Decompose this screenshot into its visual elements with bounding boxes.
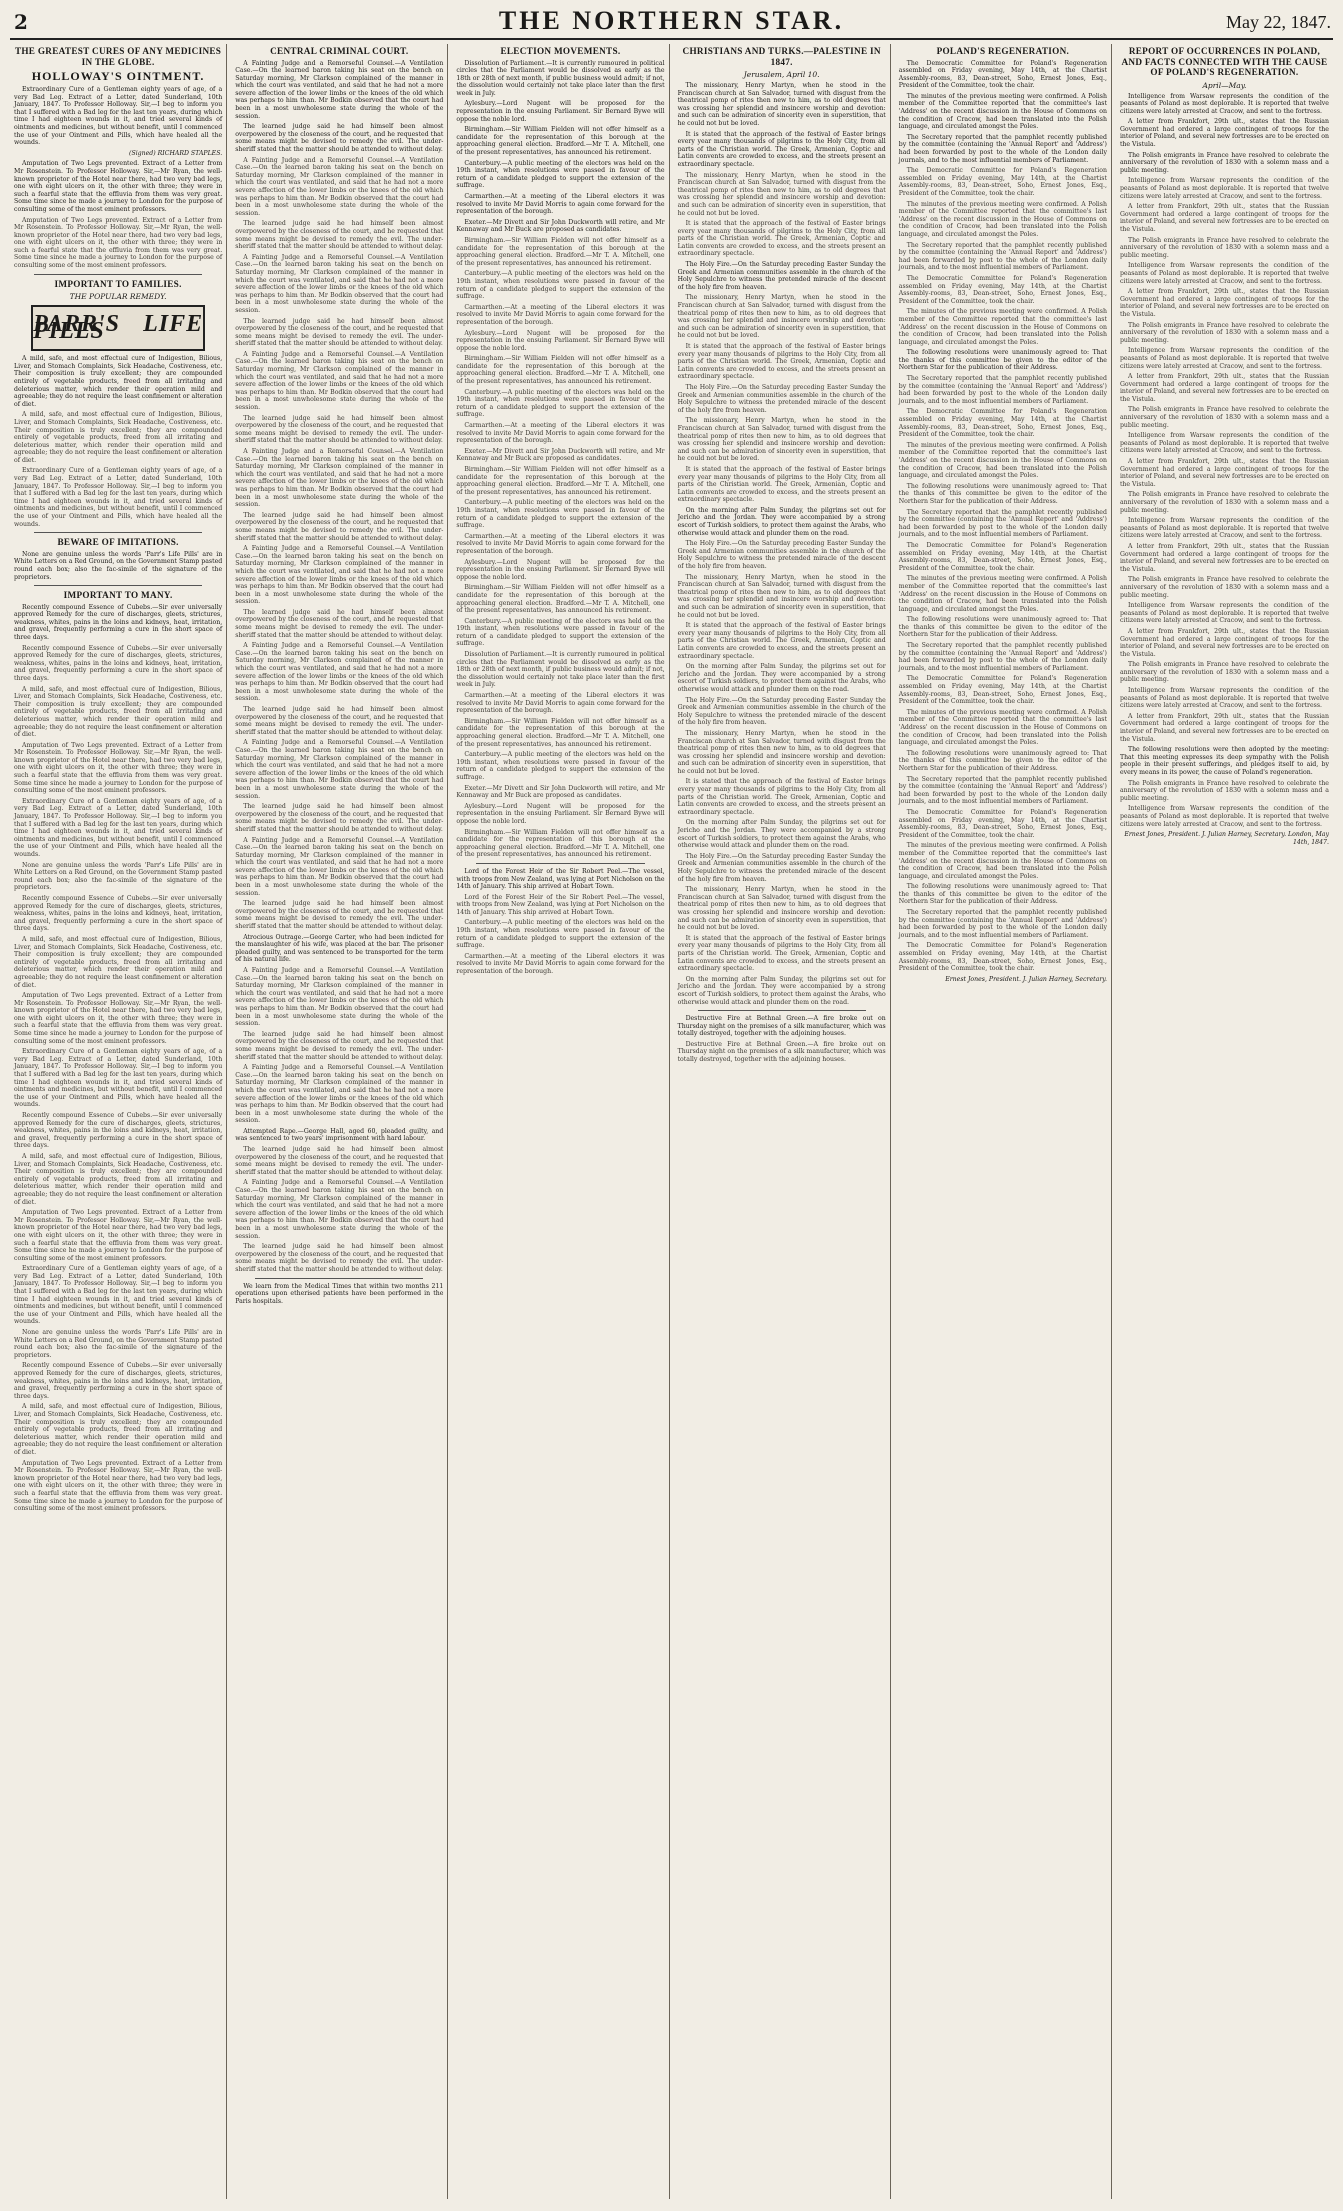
body-text: The learned judge said he had himself been almost overpowered by the closeness of the court, and he requested that some means might be devised to remedy the evil. The under-sheriff stated that the matter should be attended to without delay. [235, 220, 444, 251]
article-text: Destructive Fire at Bethnal Green.—A fire broke out on Thursday night on the premises of a silk manufacturer, which was totally destroyed, together with the adjoining houses. [677, 1015, 886, 1038]
body-text: Recently compound Essence of Cubebs.—Sir ever universally approved Remedy for the cure of discharges, gleets, strictures, weakness, whites, pains in the loins and kidneys, heat, irritation, and gravel, frequently performing a cure in the short space of three days. [14, 1362, 223, 1400]
body-text: A letter from Frankfort, 29th ult., states that the Russian Government had ordered a large contingent of troops for the interior of Poland, and several new fortresses are to be erected on the Vistula. [1119, 458, 1329, 488]
divider [476, 863, 644, 864]
body-text: Birmingham.—Sir William Fielden will not offer himself as a candidate for the representation of this borough at the approaching general election. Bradford.—Mr T. A. Mitchell, one of the present representatives, has announced his retirement. [456, 466, 665, 496]
body-text: The Democratic Committee for Poland's Regeneration assembled on Friday evening, May 14th, at the Chartist Assembly-rooms, 83, Dean-street, Soho, Ernest Jones, Esq., President of the Committee, took the chair. [898, 541, 1107, 572]
body-text: Recently compound Essence of Cubebs.—Sir ever universally approved Remedy for the cure of discharges, gleets, strictures, weakness, whites, pains in the loins and kidneys, heat, irritation, and gravel, frequently performing a cure in the short space of three days. [14, 644, 223, 682]
issue-date: May 22, 1847. [1226, 12, 1331, 32]
body-text: Carmarthen.—At a meeting of the Liberal electors it was resolved to invite Mr David Morris to again come forward for the representation of the borough. [456, 422, 665, 445]
body-text: Carmarthen.—At a meeting of the Liberal electors it was resolved to invite Mr David Morris to again come forward for the representation of the borough. [456, 692, 665, 715]
body-text: The minutes of the previous meeting were confirmed. A Polish member of the Committee reported that the committee's last 'Address' on the recent discussion in the House of Commons on the condition of Cracow, had been translated into the Polish language, and circulated amongst the Poles. [898, 441, 1107, 480]
body-text: The Holy Fire.—On the Saturday preceding Easter Sunday the Greek and Armenian communities assemble in the church of the Holy Sepulchre to witness the pretended miracle of the descent of the holy fire from heaven. [677, 696, 886, 727]
body-text: The Democratic Committee for Poland's Regeneration assembled on Friday evening, May 14th, at the Chartist Assembly-rooms, 83, Dean-street, Soho, Ernest Jones, Esq., President of the Committee, took the chair. [898, 808, 1107, 839]
column-1 [10, 44, 227, 2199]
body-text: Amputation of Two Legs prevented. Extract of a Letter from Mr Rosenstein. To Professor Holloway. Sir,—Mr Ryan, the well-known proprietor of the Hotel near there, had two very bad legs, one with eight ulcers on it, the other with three; they were in such a fearful state that the effluvia from them was very great. Some time since he made a journey to London for the purpose of consulting some of the most eminent professors. [14, 1209, 223, 1262]
body-text: A Fainting Judge and a Remorseful Counsel.—A Ventilation Case.—On the learned baron taking his seat on the bench on Saturday morning, Mr Clarkson complained of the manner in which the court was ventilated, and said that he had not a more severe affection of the lower limbs or the knees of the old which was perhaps to him than. Mr Bodkin observed that the court had been in a most unwholesome state during the whole of the session. [235, 967, 444, 1028]
body-text: Carmarthen.—At a meeting of the Liberal electors it was resolved to invite Mr David Morris to again come forward for the representation of the borough. [456, 952, 665, 976]
body-text: The Democratic Committee for Poland's Regeneration assembled on Friday evening, May 14th, at the Chartist Assembly-rooms, 83, Dean-street, Soho, Ernest Jones, Esq., President of the Committee, took the chair. [898, 675, 1107, 706]
body-text: A mild, safe, and most effectual cure of Indigestion, Bilious, Liver, and Stomach Complaints, Sick Headache, Costiveness, etc. Their composition is truly excellent; they are compounded entirely of vegetable products, freed from all irritating and deleterious matter, which render their operation mild and agreeable; they do not require the least confinement or alteration of diet. [14, 411, 223, 464]
body-text: Canterbury.—A public meeting of the electors was held on the 19th instant, when resolutions were passed in favour of the return of a candidate pledged to support the extension of the suffrage. [456, 751, 665, 781]
body-text: Canterbury.—A public meeting of the electors was held on the 19th instant, when resolutions were passed in favour of the return of a candidate pledged to support the extension of the suffrage. [456, 919, 665, 950]
body-text: The Polish emigrants in France have resolved to celebrate the anniversary of the revolution of 1830 with a solemn mass and a public meeting. [1119, 321, 1329, 344]
body-text: Recently compound Essence of Cubebs.—Sir ever universally approved Remedy for the cure of discharges, gleets, strictures, weakness, whites, pains in the loins and kidneys, heat, irritation, and gravel, frequently performing a cure in the short space of three days. [14, 1112, 223, 1150]
body-text: The following resolutions were unanimously agreed to: That the thanks of this committee be given to the editor of the Northern Star for the publication of their Address. [898, 482, 1107, 505]
body-text: The missionary, Henry Martyn, when he stood in the Franciscan church at San Salvador, turned with disgust from the theatrical pomp of rites then new to him, as to old degrees that was crossing her splendid and insincere worship and devotion: and such can be admiration of sincerity even in superstition, that he could not but be loved. [677, 573, 886, 619]
body-text: The Polish emigrants in France have resolved to celebrate the anniversary of the revolution of 1830 with a solemn mass and a public meeting. [1119, 779, 1329, 802]
body-text: The minutes of the previous meeting were confirmed. A Polish member of the Committee reported that the committee's last 'Address' on the recent discussion in the House of Commons on the condition of Cracow, had been translated into the Polish language, and circulated amongst the Poles. [898, 308, 1107, 346]
body-text: None are genuine unless the words 'Parr's Life Pills' are in White Letters on a Red Ground, on the Government Stamp pasted round each box; also the fac-simile of the signature of the proprietors. [14, 861, 223, 892]
body-text: Recently compound Essence of Cubebs.—Sir ever universally approved Remedy for the cure of discharges, gleets, strictures, weakness, whites, pains in the loins and kidneys, heat, irritation, and gravel, frequently performing a cure in the short space of three days. [14, 894, 223, 933]
body-text: Exeter.—Mr Divett and Sir John Duckworth will retire, and Mr Kennaway and Mr Buck are proposed as candidates. [456, 447, 665, 463]
column-5 [895, 44, 1112, 2199]
article-columns [10, 44, 1333, 2199]
body-text: Lord of the Forest Heir of the Sir Robert Peel.—The vessel, with troops from New Zealand, was lying at Port Nicholson on the 14th of January. This ship arrived at Hobart Town. [456, 893, 665, 916]
body-text: A letter from Frankfort, 29th ult., states that the Russian Government had ordered a large contingent of troops for the interior of Poland, and several new fortresses are to be erected on the Vistula. [1119, 627, 1329, 658]
signature: Ernest Jones, President. J. Julian Harney, Secretary. [945, 975, 1107, 983]
masthead [10, 8, 1333, 40]
body-text: The learned judge said he had himself been almost overpowered by the closeness of the court, and he requested that some means might be devised to remedy the evil. The under-sheriff stated that the matter should be attended to without delay. [235, 803, 444, 833]
body-text: The following resolutions were unanimously agreed to: That the thanks of this committee be given to the editor of the Northern Star for the publication of their Address. [898, 749, 1107, 772]
body-text: The Secretary reported that the pamphlet recently published by the committee (containing the 'Annual Report' and 'Address') had been forwarded by post to the whole of the London daily journals, and to the most influential members of Parliament. [898, 241, 1107, 272]
column-4 [674, 44, 891, 2199]
divider [255, 1278, 423, 1279]
body-text: The learned judge said he had himself been almost overpowered by the closeness of the court, and he requested that some means might be devised to remedy the evil. The under-sheriff stated that the matter should be attended to without delay. [235, 511, 444, 542]
article-text: Lord of the Forest Heir of the Sir Robert Peel.—The vessel, with troops from New Zealand, was lying at Port Nicholson on the 14th of January. This ship arrived at Hobart Town. [456, 867, 665, 891]
article-heading: THE GREATEST CURES OF ANY MEDICINES IN THE GLOBE. [14, 46, 222, 67]
article-text: We learn from the Medical Times that within two months 211 operations upon etherised patients have been performed in the Paris hospitals. [235, 1282, 444, 1305]
body-text: The Secretary reported that the pamphlet recently published by the committee (containing the 'Annual Report' and 'Address') had been forwarded by post to the whole of the London daily journals, and to the most influential members of Parliament. [898, 909, 1107, 939]
article-text: Dissolution of Parliament.—It is currently rumoured in political circles that the Parliament would be dissolved as early as the 18th or 28th of next month, if public business would admit; if not, the dissolution would certainly not take place later than the first week in July. [456, 59, 665, 97]
body-text: The following resolutions were unanimously agreed to: That the thanks of this committee be given to the editor of the Northern Star for the publication of their Address. [898, 616, 1107, 639]
body-text: On the morning after Palm Sunday, the pilgrims set out for Jericho and the Jordan. They were accompanied by a strong escort of Turkish soldiers, to protect them against the Arabs, who otherwise would attack and plunder them on the road. [677, 819, 886, 850]
column-6 [1116, 44, 1333, 2199]
body-text: A Fainting Judge and a Remorseful Counsel.—A Ventilation Case.—On the learned baron taking his seat on the bench on Saturday morning, Mr Clarkson complained of the manner in which the court was ventilated, and said that he had not a more severe affection of the lower limbs or the knees of the old which was perhaps to him than. Mr Bodkin observed that the court had been in a most unwholesome state during the whole of the session. [235, 448, 444, 509]
body-text: The learned judge said he had himself been almost overpowered by the closeness of the court, and he requested that some means might be devised to remedy the evil. The under-sheriff stated that the matter should be attended to without delay. [235, 1030, 444, 1061]
article-text: Birmingham.—Sir William Fielden will not offer himself as a candidate for the representation of this borough at the approaching general election. Bradford.—Mr T. A. Mitchell, one of the present representatives, has announced his retirement. [456, 126, 665, 157]
body-text: It is stated that the approach of the festival of Easter brings every year many thousands of pilgrims to the Holy City, from all parts of the Christian world. The Greek, Armenian, Coptic and Latin convents are crowded to excess, and the streets present an extraordinary spectacle. [677, 622, 886, 660]
body-text: It is stated that the approach of the festival of Easter brings every year many thousands of pilgrims to the Holy City, from all parts of the Christian world. The Greek, Armenian, Coptic and Latin convents are crowded to excess, and the streets present an extraordinary spectacle. [677, 343, 886, 381]
body-text: The Polish emigrants in France have resolved to celebrate the anniversary of the revolution of 1830 with a solemn mass and a public meeting. [1119, 491, 1329, 514]
article-text: The missionary, Henry Martyn, when he stood in the Franciscan church at San Salvador, turned with disgust from the theatrical pomp of rites then new to him, as to old degrees that was crossing her splendid and insincere worship and devotion: and such can be admiration of sincerity even in superstition, that he could not but be loved. [677, 82, 886, 127]
article-text: Intelligence from Warsaw represents the condition of the peasants of Poland as most deplorable. It is reported that twelve citizens were lately arrested at Cracow, and sent to the fortress. [1119, 92, 1329, 115]
body-text: The missionary, Henry Martyn, when he stood in the Franciscan church at San Salvador, turned with disgust from the theatrical pomp of rites then new to him, as to old degrees that was crossing her splendid and insincere worship and devotion: and such can be admiration of sincerity even in superstition, that he could not but be loved. [677, 294, 886, 340]
body-text: The learned judge said he had himself been almost overpowered by the closeness of the court, and he requested that some means might be devised to remedy the evil. The under-sheriff stated that the matter should be attended to without delay. [235, 706, 444, 736]
body-text: The Democratic Committee for Poland's Regeneration assembled on Friday evening, May 14th, at the Chartist Assembly-rooms, 83, Dean-street, Soho, Ernest Jones, Esq., President of the Committee, took the chair. [898, 942, 1107, 973]
article-text: None are genuine unless the words 'Parr's Life Pills' are in White Letters on a Red Ground, on the Government Stamp pasted round each box; also the fac-simile of the signature of the proprietors. [14, 550, 223, 581]
body-text: It is stated that the approach of the festival of Easter brings every year many thousands of pilgrims to the Holy City, from all parts of the Christian world. The Greek, Armenian, Coptic and Latin convents are crowded to excess, and the streets present an extraordinary spectacle. [677, 220, 886, 258]
column-2 [231, 44, 448, 2199]
body-text: Birmingham.—Sir William Fielden will not offer himself as a candidate for the representation of this borough at the approaching general election. Bradford.—Mr T. A. Mitchell, one of the present representatives, has announced his retirement. [456, 584, 665, 615]
body-text: The Polish emigrants in France have resolved to celebrate the anniversary of the revolution of 1830 with a solemn mass and a public meeting. [1119, 576, 1329, 599]
page-number: 2 [14, 10, 28, 34]
article-text: A letter from Frankfort, 29th ult., states that the Russian Government had ordered a large contingent of troops for the interior of Poland, and several new fortresses are to be erected on the Vistula. [1119, 118, 1329, 149]
newspaper-page [10, 8, 1333, 2203]
body-text: Birmingham.—Sir William Fielden will not offer himself as a candidate for the representation of this borough at the approaching general election. Bradford.—Mr T. A. Mitchell, one of the present representatives, has announced his retirement. [456, 355, 665, 386]
body-text: The minutes of the previous meeting were confirmed. A Polish member of the Committee reported that the committee's last 'Address' on the recent discussion in the House of Commons on the condition of Cracow, had been translated into the Polish language, and circulated amongst the Poles. [898, 575, 1107, 613]
body-text: Carmarthen.—At a meeting of the Liberal electors it was resolved to invite Mr David Morris to again come forward for the representation of the borough. [456, 303, 665, 326]
body-text: A letter from Frankfort, 29th ult., states that the Russian Government had ordered a large contingent of troops for the interior of Poland, and several new fortresses are to be erected on the Vistula. [1119, 373, 1329, 403]
body-text: The learned judge said he had himself been almost overpowered by the closeness of the court, and he requested that some means might be devised to remedy the evil. The under-sheriff stated that the matter should be attended to without delay. [235, 608, 444, 639]
article-text: The following resolutions were then adopted by the meeting: That this meeting expresses its deep sympathy with the Polish people in their present sufferings, and pledges itself to aid, by every means in its power, the cause of Poland's regeneration. [1119, 746, 1329, 776]
body-text: Dissolution of Parliament.—It is currently rumoured in political circles that the Parliament would be dissolved as early as the 18th or 28th of next month, if public business would admit; if not, the dissolution would certainly not take place later than the first week in July. [456, 651, 665, 689]
body-text: Extraordinary Cure of a Gentleman eighty years of age, of a very Bad Leg. Extract of a Letter, dated Sunderland, 10th January, 1847. To Professor Holloway. Sir,—I beg to inform you that I suffered with a Bad leg for the last ten years, during which time I had eighteen wounds in it, and tried several kinds of ointments and medicines, but without benefit, until I commenced the use of your Ointment and Pills, which have healed all the wounds. [14, 797, 223, 858]
body-text: Canterbury.—A public meeting of the electors was held on the 19th instant, when resolutions were passed in favour of the return of a candidate pledged to support the extension of the suffrage. [456, 617, 665, 648]
body-text: The Holy Fire.—On the Saturday preceding Easter Sunday the Greek and Armenian communities assemble in the church of the Holy Sepulchre to witness the pretended miracle of the descent of the holy fire from heaven. [677, 540, 886, 571]
article-heading: ELECTION MOVEMENTS. [500, 46, 621, 56]
body-text: The Holy Fire.—On the Saturday preceding Easter Sunday the Greek and Armenian communities assemble in the church of the Holy Sepulchre to witness the pretended miracle of the descent of the holy fire from heaven. [677, 383, 886, 414]
body-text: It is stated that the approach of the festival of Easter brings every year many thousands of pilgrims to the Holy City, from all parts of the Christian world. The Greek, Armenian, Coptic and Latin convents are crowded to excess, and the streets present an extraordinary spectacle. [677, 778, 886, 816]
body-text: Aylesbury.—Lord Nugent will be proposed for the representation in the ensuing Parliament. Sir Bernard Bywe will oppose the noble lord. [456, 558, 665, 581]
body-text: Amputation of Two Legs prevented. Extract of a Letter from Mr Rosenstein. To Professor Holloway. Sir,—Mr Ryan, the well-known proprietor of the Hotel near there, had two very bad legs, one with eight ulcers on it, the other with three; they were in such a fearful state that the effluvia from them was very great. Some time since he made a journey to London for the purpose of consulting some of the most eminent professors. [14, 216, 223, 270]
body-text: The Secretary reported that the pamphlet recently published by the committee (containing the 'Annual Report' and 'Address') had been forwarded by post to the whole of the London daily journals, and to the most influential members of Parliament. [898, 508, 1107, 539]
body-text: Birmingham.—Sir William Fielden will not offer himself as a candidate for the representation of this borough at the approaching general election. Bradford.—Mr T. A. Mitchell, one of the present representatives, has announced his retirement. [456, 717, 665, 748]
body-text: Birmingham.—Sir William Fielden will not offer himself as a candidate for the representation of this borough at the approaching general election. Bradford.—Mr T. A. Mitchell, one of the present representatives, has announced his retirement. [456, 236, 665, 267]
body-text: A letter from Frankfort, 29th ult., states that the Russian Government had ordered a large contingent of troops for the interior of Poland, and several new fortresses are to be erected on the Vistula. [1119, 203, 1329, 233]
body-text: A mild, safe, and most effectual cure of Indigestion, Bilious, Liver, and Stomach Complaints, Sick Headache, Costiveness, etc. Their composition is truly excellent; they are compounded entirely of vegetable products, freed from all irritating and deleterious matter, which render their operation mild and agreeable; they do not require the least confinement or alteration of diet. [14, 1152, 223, 1206]
article-text: Atrocious Outrage.—George Carter, who had been indicted for the manslaughter of his wife, was placed at the bar. The prisoner pleaded guilty, and was sentenced to be transported for the term of his natural life. [235, 933, 444, 964]
body-text: A Fainting Judge and a Remorseful Counsel.—A Ventilation Case.—On the learned baron taking his seat on the bench on Saturday morning, Mr Clarkson complained of the manner in which the court was ventilated, and said that he had not a more severe affection of the lower limbs or the knees of the old which was perhaps to him than. Mr Bodkin observed that the court had been in a most unwholesome state during the whole of the session. [235, 836, 444, 897]
body-text: The missionary, Henry Martyn, when he stood in the Franciscan church at San Salvador, turned with disgust from the theatrical pomp of rites then new to him, as to old degrees that was crossing her splendid and insincere worship and devotion: and such can be admiration of sincerity even in superstition, that he could not but be loved. [677, 171, 886, 217]
divider [34, 274, 202, 275]
body-text: It is stated that the approach of the festival of Easter brings every year many thousands of pilgrims to the Holy City, from all parts of the Christian world. The Greek, Armenian, Coptic and Latin convents are crowded to excess, and the streets present an extraordinary spectacle. [677, 934, 886, 973]
body-text: Destructive Fire at Bethnal Green.—A fire broke out on Thursday night on the premises of a silk manufacturer, which was totally destroyed, together with the adjoining houses. [677, 1040, 886, 1064]
body-text: The learned judge said he had himself been almost overpowered by the closeness of the court, and he requested that some means might be devised to remedy the evil. The under-sheriff stated that the matter should be attended to without delay. [235, 414, 444, 445]
article-subheading: April—May. [1202, 80, 1247, 90]
article-heading: IMPORTANT TO MANY. [63, 590, 173, 601]
body-text: The Polish emigrants in France have resolved to celebrate the anniversary of the revolution of 1830 with a solemn mass and a public meeting. [1119, 406, 1329, 429]
article-text: The Democratic Committee for Poland's Regeneration assembled on Friday evening, May 14th, at the Chartist Assembly-rooms, 83, Dean-street, Soho, Ernest Jones, Esq., President of the Committee, took the chair. [898, 59, 1107, 90]
body-text: Intelligence from Warsaw represents the condition of the peasants of Poland as most deplorable. It is reported that twelve citizens were lately arrested at Cracow, and sent to the fortress. [1119, 687, 1329, 710]
body-text: The minutes of the previous meeting were confirmed. A Polish member of the Committee reported that the committee's last 'Address' on the recent discussion in the House of Commons on the condition of Cracow, had been translated into the Polish language, and circulated amongst the Poles. [898, 200, 1107, 238]
body-text: The Polish emigrants in France have resolved to celebrate the anniversary of the revolution of 1830 with a solemn mass and a public meeting. [1119, 661, 1329, 684]
article-text: Amputation of Two Legs prevented. Extract of a Letter from Mr Rosenstein. To Professor Holloway. Sir,—Mr Ryan, the well-known proprietor of the Hotel near there, had two very bad legs, one with eight ulcers on it, the other with three; they were in such a fearful state that the effluvia from them was very great. Some time since he made a journey to London for the purpose of consulting some of the most eminent professors. [14, 160, 223, 213]
article-subheading: HOLLOWAY'S OINTMENT. [31, 69, 205, 83]
body-text: A Fainting Judge and a Remorseful Counsel.—A Ventilation Case.—On the learned baron taking his seat on the bench on Saturday morning, Mr Clarkson complained of the manner in which the court was ventilated, and said that he had not a more severe affection of the lower limbs or the knees of the old which was perhaps to him than. Mr Bodkin observed that the court had been in a most unwholesome state during the whole of the session. [235, 1064, 444, 1125]
body-text: Extraordinary Cure of a Gentleman eighty years of age, of a very Bad Leg. Extract of a Letter, dated Sunderland, 10th January, 1847. To Professor Holloway. Sir,—I beg to inform you that I suffered with a Bad leg for the last ten years, during which time I had eighteen wounds in it, and tried several kinds of ointments and medicines, but without benefit, until I commenced the use of your Ointment and Pills, which have healed all the wounds. [14, 467, 223, 528]
article-text: Aylesbury.—Lord Nugent will be proposed for the representation in the ensuing Parliament. Sir Bernard Bywe will oppose the noble lord. [456, 100, 665, 123]
signature: Ernest Jones, President. J. Julian Harney, Secretary. London, May 14th, 1847. [1124, 831, 1329, 846]
article-text: Carmarthen.—At a meeting of the Liberal electors it was resolved to invite Mr David Morris to again come forward for the representation of the borough. [456, 193, 665, 216]
article-heading: BEWARE OF IMITATIONS. [57, 537, 179, 548]
body-text: The Democratic Committee for Poland's Regeneration assembled on Friday evening, May 14th, at the Chartist Assembly-rooms, 83, Dean-street, Soho, Ernest Jones, Esq., President of the Committee, took the chair. [898, 167, 1107, 197]
body-text: A mild, safe, and most effectual cure of Indigestion, Bilious, Liver, and Stomach Complaints, Sick Headache, Costiveness, etc. Their composition is truly excellent; they are compounded entirely of vegetable products, freed from all irritating and deleterious matter, which render their operation mild and agreeable; they do not require the least confinement or alteration of diet. [14, 1403, 223, 1456]
body-text: Canterbury.—A public meeting of the electors was held on the 19th instant, when resolutions were passed in favour of the return of a candidate pledged to support the extension of the suffrage. [456, 499, 665, 530]
body-text: Amputation of Two Legs prevented. Extract of a Letter from Mr Rosenstein. To Professor Holloway. Sir,—Mr Ryan, the well-known proprietor of the Hotel near there, had two very bad legs, one with eight ulcers on it, the other with three; they were in such a fearful state that the effluvia from them was very great. Some time since he made a journey to London for the purpose of consulting some of the most eminent professors. [14, 1459, 223, 1513]
body-text: None are genuine unless the words 'Parr's Life Pills' are in White Letters on a Red Ground, on the Government Stamp pasted round each box; also the fac-simile of the signature of the proprietors. [14, 1329, 223, 1359]
body-text: A Fainting Judge and a Remorseful Counsel.—A Ventilation Case.—On the learned baron taking his seat on the bench on Saturday morning, Mr Clarkson complained of the manner in which the court was ventilated, and said that he had not a more severe affection of the lower limbs or the knees of the old which was perhaps to him than. Mr Bodkin observed that the court had been in a most unwholesome state during the whole of the session. [235, 1179, 444, 1240]
article-text: Exeter.—Mr Divett and Sir John Duckworth will retire, and Mr Kennaway and Mr Buck are proposed as candidates. [456, 218, 665, 234]
body-text: The Democratic Committee for Poland's Regeneration assembled on Friday evening, May 14th, at the Chartist Assembly-rooms, 83, Dean-street, Soho, Ernest Jones, Esq., President of the Committee, took the chair. [898, 274, 1107, 305]
body-text: Intelligence from Warsaw represents the condition of the peasants of Poland as most deplorable. It is reported that twelve citizens were lately arrested at Cracow, and sent to the fortress. [1119, 262, 1329, 285]
body-text: A mild, safe, and most effectual cure of Indigestion, Bilious, Liver, and Stomach Complaints, Sick Headache, Costiveness, etc. Their composition is truly excellent; they are compounded entirely of vegetable products, freed from all irritating and deleterious matter, which render their operation mild and agreeable; they do not require the least confinement or alteration of diet. [14, 935, 223, 989]
body-text: The Secretary reported that the pamphlet recently published by the committee (containing the 'Annual Report' and 'Address') had been forwarded by post to the whole of the London daily journals, and to the most influential members of Parliament. [898, 642, 1107, 672]
divider [34, 585, 202, 586]
body-text: Intelligence from Warsaw represents the condition of the peasants of Poland as most deplorable. It is reported that twelve citizens were lately arrested at Cracow, and sent to the fortress. [1119, 177, 1329, 200]
article-heading: REPORT OF OCCURRENCES IN POLAND, AND FACTS CONNECTED WITH THE CAUSE OF POLAND'S REGENERATION. [1121, 46, 1328, 77]
article-heading: IMPORTANT TO FAMILIES. [54, 278, 182, 289]
body-text: Extraordinary Cure of a Gentleman eighty years of age, of a very Bad Leg. Extract of a Letter, dated Sunderland, 10th January, 1847. To Professor Holloway. Sir,—I beg to inform you that I suffered with a Bad leg for the last ten years, during which time I had eighteen wounds in it, and tried several kinds of ointments and medicines, but without benefit, until I commenced the use of your Ointment and Pills, which have healed all the wounds. [14, 1048, 223, 1109]
body-text: A Fainting Judge and a Remorseful Counsel.—A Ventilation Case.—On the learned baron taking his seat on the bench on Saturday morning, Mr Clarkson complained of the manner in which the court was ventilated, and said that he had not a more severe affection of the lower limbs or the knees of the old which was perhaps to him than. Mr Bodkin observed that the court had been in a most unwholesome state during the whole of the session. [235, 545, 444, 606]
article-text: A Fainting Judge and a Remorseful Counsel.—A Ventilation Case.—On the learned baron taking his seat on the bench on Saturday morning, Mr Clarkson complained of the manner in which the court was ventilated, and said that he had not a more severe affection of the lower limbs or the knees of the old which was perhaps to him than. Mr Bodkin observed that the court had been in a most unwholesome state during the whole of the session. [235, 59, 444, 120]
divider [34, 532, 202, 533]
body-text: Aylesbury.—Lord Nugent will be proposed for the representation in the ensuing Parliament. Sir Bernard Bywe will oppose the noble lord. [456, 329, 665, 352]
body-text: Intelligence from Warsaw represents the condition of the peasants of Poland as most deplorable. It is reported that twelve citizens were lately arrested at Cracow, and sent to the fortress. [1119, 602, 1329, 625]
article-text: It is stated that the approach of the festival of Easter brings every year many thousands of pilgrims to the Holy City, from all parts of the Christian world. The Greek, Armenian, Coptic and Latin convents are crowded to excess, and the streets present an extraordinary spectacle. [677, 130, 886, 168]
body-text: On the morning after Palm Sunday, the pilgrims set out for Jericho and the Jordan. They were accompanied by a strong escort of Turkish soldiers, to protect them against the Arabs, who otherwise would attack and plunder them on the road. [677, 663, 886, 693]
body-text: Intelligence from Warsaw represents the condition of the peasants of Poland as most deplorable. It is reported that twelve citizens were lately arrested at Cracow, and sent to the fortress. [1119, 347, 1329, 370]
body-text: A Fainting Judge and a Remorseful Counsel.—A Ventilation Case.—On the learned baron taking his seat on the bench on Saturday morning, Mr Clarkson complained of the manner in which the court was ventilated, and said that he had not a more severe affection of the lower limbs or the knees of the old which was perhaps to him than. Mr Bodkin observed that the court had been in a most unwholesome state during the whole of the session. [235, 739, 444, 800]
article-heading: CENTRAL CRIMINAL COURT. [270, 46, 409, 56]
advertisement-logo [31, 305, 205, 351]
body-text: Amputation of Two Legs prevented. Extract of a Letter from Mr Rosenstein. To Professor Holloway. Sir,—Mr Ryan, the well-known proprietor of the Hotel near there, had two very bad legs, one with eight ulcers on it, the other with three; they were in such a fearful state that the effluvia from them was very great. Some time since he made a journey to London for the purpose of consulting some of the most eminent professors. [14, 741, 223, 795]
body-text: Intelligence from Warsaw represents the condition of the peasants of Poland as most deplorable. It is reported that twelve citizens were lately arrested at Cracow, and sent to the fortress. [1119, 517, 1329, 540]
body-text: The Secretary reported that the pamphlet recently published by the committee (containing the 'Annual Report' and 'Address') had been forwarded by post to the whole of the London daily journals, and to the most influential members of Parliament. [898, 375, 1107, 405]
body-text: The learned judge said he had himself been almost overpowered by the closeness of the court, and he requested that some means might be devised to remedy the evil. The under-sheriff stated that the matter should be attended to without delay. [235, 1146, 444, 1176]
body-text: The missionary, Henry Martyn, when he stood in the Franciscan church at San Salvador, turned with disgust from the theatrical pomp of rites then new to him, as to old degrees that was crossing her splendid and insincere worship and devotion: and such can be admiration of sincerity even in superstition, that he could not but be loved. [677, 886, 886, 932]
body-text: A letter from Frankfort, 29th ult., states that the Russian Government had ordered a large contingent of troops for the interior of Poland, and several new fortresses are to be erected on the Vistula. [1119, 712, 1329, 743]
body-text: A Fainting Judge and a Remorseful Counsel.—A Ventilation Case.—On the learned baron taking his seat on the bench on Saturday morning, Mr Clarkson complained of the manner in which the court was ventilated, and said that he had not a more severe affection of the lower limbs or the knees of the old which was perhaps to him than. Mr Bodkin observed that the court had been in a most unwholesome state during the whole of the session. [235, 253, 444, 314]
body-text: The Polish emigrants in France have resolved to celebrate the anniversary of the revolution of 1830 with a solemn mass and a public meeting. [1119, 236, 1329, 259]
body-text: Aylesbury.—Lord Nugent will be proposed for the representation in the ensuing Parliament. Sir Bernard Bywe will oppose the noble lord. [456, 802, 665, 825]
body-text: A Fainting Judge and a Remorseful Counsel.—A Ventilation Case.—On the learned baron taking his seat on the bench on Saturday morning, Mr Clarkson complained of the manner in which the court was ventilated, and said that he had not a more severe affection of the lower limbs or the knees of the old which was perhaps to him than. Mr Bodkin observed that the court had been in a most unwholesome state during the whole of the session. [235, 350, 444, 412]
body-text: The missionary, Henry Martyn, when he stood in the Franciscan church at San Salvador, turned with disgust from the theatrical pomp of rites then new to him, as to old degrees that was crossing her splendid and insincere worship and devotion: and such can be admiration of sincerity even in superstition, that he could not but be loved. [677, 417, 886, 463]
body-text: Intelligence from Warsaw represents the condition of the peasants of Poland as most deplorable. It is reported that twelve citizens were lately arrested at Cracow, and sent to the fortress. [1119, 805, 1329, 828]
article-heading: POLAND'S REGENERATION. [936, 46, 1070, 56]
article-text: The Secretary reported that the pamphlet recently published by the committee (containing the 'Annual Report' and 'Address') had been forwarded by post to the whole of the London daily journals, and to the most influential members of Parliament. [898, 133, 1107, 164]
body-text: Exeter.—Mr Divett and Sir John Duckworth will retire, and Mr Kennaway and Mr Buck are proposed as candidates. [456, 784, 665, 800]
article-text: The learned judge said he had himself been almost overpowered by the closeness of the court, and he requested that some means might be devised to remedy the evil. The under-sheriff stated that the matter should be attended to without delay. [235, 123, 444, 154]
body-text: The Secretary reported that the pamphlet recently published by the committee (containing the 'Annual Report' and 'Address') had been forwarded by post to the whole of the London daily journals, and to the most influential members of Parliament. [898, 775, 1107, 806]
ad-label: PARR'S LIFE PILLS [33, 310, 204, 345]
body-text: The minutes of the previous meeting were confirmed. A Polish member of the Committee reported that the committee's last 'Address' on the recent discussion in the House of Commons on the condition of Cracow, had been translated into the Polish language, and circulated amongst the Poles. [898, 708, 1107, 747]
body-text: A Fainting Judge and a Remorseful Counsel.—A Ventilation Case.—On the learned baron taking his seat on the bench on Saturday morning, Mr Clarkson complained of the manner in which the court was ventilated, and said that he had not a more severe affection of the lower limbs or the knees of the old which was perhaps to him than. Mr Bodkin observed that the court had been in a most unwholesome state during the whole of the session. [235, 642, 444, 703]
body-text: Amputation of Two Legs prevented. Extract of a Letter from Mr Rosenstein. To Professor Holloway. Sir,—Mr Ryan, the well-known proprietor of the Hotel near there, had two very bad legs, one with eight ulcers on it, the other with three; they were in such a fearful state that the effluvia from them was very great. Some time since he made a journey to London for the purpose of consulting some of the most eminent professors. [14, 992, 223, 1045]
body-text: The minutes of the previous meeting were confirmed. A Polish member of the Committee reported that the committee's last 'Address' on the recent discussion in the House of Commons on the condition of Cracow, had been translated into the Polish language, and circulated amongst the Poles. [898, 842, 1107, 880]
body-text: Carmarthen.—At a meeting of the Liberal electors it was resolved to invite Mr David Morris to again come forward for the representation of the borough. [456, 532, 665, 555]
article-text: The Polish emigrants in France have resolved to celebrate the anniversary of the revolution of 1830 with a solemn mass and a public meeting. [1119, 151, 1329, 174]
newspaper-title: THE NORTHERN STAR. [498, 6, 845, 35]
body-text: Intelligence from Warsaw represents the condition of the peasants of Poland as most deplorable. It is reported that twelve citizens were lately arrested at Cracow, and sent to the fortress. [1119, 432, 1329, 455]
body-text: It is stated that the approach of the festival of Easter brings every year many thousands of pilgrims to the Holy City, from all parts of the Christian world. The Greek, Armenian, Coptic and Latin convents are crowded to excess, and the streets present an extraordinary spectacle. [677, 465, 886, 504]
body-text: Birmingham.—Sir William Fielden will not offer himself as a candidate for the representation of this borough at the approaching general election. Bradford.—Mr T. A. Mitchell, one of the present representatives, has announced his retirement. [456, 828, 665, 859]
article-text: The following resolutions were unanimously agreed to: That the thanks of this committee be given to the editor of the Northern Star for the publication of their Address. [898, 349, 1107, 372]
body-text: The learned judge said he had himself been almost overpowered by the closeness of the court, and he requested that some means might be devised to remedy the evil. The under-sheriff stated that the matter should be attended to without delay. [235, 1243, 444, 1273]
article-dateline: Jerusalem, April 10. [743, 70, 820, 79]
body-text: The Holy Fire.—On the Saturday preceding Easter Sunday the Greek and Armenian communities assemble in the church of the Holy Sepulchre to witness the pretended miracle of the descent of the holy fire from heaven. [677, 852, 886, 883]
article-text: The Holy Fire.—On the Saturday preceding Easter Sunday the Greek and Armenian communities assemble in the church of the Holy Sepulchre to witness the pretended miracle of the descent of the holy fire from heaven. [677, 261, 886, 291]
body-text: Canterbury.—A public meeting of the electors was held on the 19th instant, when resolutions were passed in favour of the return of a candidate pledged to support the extension of the suffrage. [456, 388, 665, 419]
body-text: The learned judge said he had himself been almost overpowered by the closeness of the court, and he requested that some means might be devised to remedy the evil. The under-sheriff stated that the matter should be attended to without delay. [235, 900, 444, 931]
article-text: Extraordinary Cure of a Gentleman eighty years of age, of a very Bad Leg. Extract of a Letter, dated Sunderland, 10th January, 1847. To Professor Holloway. Sir,—I beg to inform you that I suffered with a Bad leg for the last ten years, during which time I had eighteen wounds in it, and tried several kinds of ointments and medicines, but without benefit, until I commenced the use of your Ointment and Pills, which have healed all the wounds. [14, 86, 223, 147]
column-3 [452, 44, 669, 2199]
article-text: On the morning after Palm Sunday, the pilgrims set out for Jericho and the Jordan. They were accompanied by a strong escort of Turkish soldiers, to protect them against the Arabs, who otherwise would attack and plunder them on the road. [677, 506, 886, 537]
body-text: The Democratic Committee for Poland's Regeneration assembled on Friday evening, May 14th, at the Chartist Assembly-rooms, 83, Dean-street, Soho, Ernest Jones, Esq., President of the Committee, took the chair. [898, 408, 1107, 439]
body-text: On the morning after Palm Sunday, the pilgrims set out for Jericho and the Jordan. They were accompanied by a strong escort of Turkish soldiers, to protect them against the Arabs, who otherwise would attack and plunder them on the road. [677, 975, 886, 1006]
body-text: The learned judge said he had himself been almost overpowered by the closeness of the court, and he requested that some means might be devised to remedy the evil. The under-sheriff stated that the matter should be attended to without delay. [235, 317, 444, 348]
body-text: A Fainting Judge and a Remorseful Counsel.—A Ventilation Case.—On the learned baron taking his seat on the bench on Saturday morning, Mr Clarkson complained of the manner in which the court was ventilated, and said that he had not a more severe affection of the lower limbs or the knees of the old which was perhaps to him than. Mr Bodkin observed that the court had been in a most unwholesome state during the whole of the session. [235, 156, 444, 217]
divider [698, 1010, 866, 1011]
article-heading: CHRISTIANS AND TURKS.—PALESTINE IN 1847. [682, 46, 881, 67]
body-text: Canterbury.—A public meeting of the electors was held on the 19th instant, when resolutions were passed in favour of the return of a candidate pledged to support the extension of the suffrage. [456, 270, 665, 301]
article-text: Recently compound Essence of Cubebs.—Sir ever universally approved Remedy for the cure of discharges, gleets, strictures, weakness, whites, pains in the loins and kidneys, heat, irritation, and gravel, frequently performing a cure in the short space of three days. [14, 603, 223, 641]
signature: (Signed) RICHARD STAPLES. [129, 149, 223, 157]
article-text: Canterbury.—A public meeting of the electors was held on the 19th instant, when resolutions were passed in favour of the return of a candidate pledged to support the extension of the suffrage. [456, 159, 665, 190]
body-text: A letter from Frankfort, 29th ult., states that the Russian Government had ordered a large contingent of troops for the interior of Poland, and several new fortresses are to be erected on the Vistula. [1119, 288, 1329, 318]
body-text: The following resolutions were unanimously agreed to: That the thanks of this committee be given to the editor of the Northern Star for the publication of their Address. [898, 883, 1107, 906]
article-subheading: THE POPULAR REMEDY. [69, 292, 167, 302]
body-text: A mild, safe, and most effectual cure of Indigestion, Bilious, Liver, and Stomach Complaints, Sick Headache, Costiveness, etc. Their composition is truly excellent; they are compounded entirely of vegetable products, freed from all irritating and deleterious matter, which render their operation mild and agreeable; they do not require the least confinement or alteration of diet. [14, 685, 223, 739]
article-text: Attempted Rape.—George Hall, aged 60, pleaded guilty, and was sentenced to two years' imprisonment with hard labour. [235, 1127, 444, 1143]
article-text: The minutes of the previous meeting were confirmed. A Polish member of the Committee reported that the committee's last 'Address' on the recent discussion in the House of Commons on the condition of Cracow, had been translated into the Polish language, and circulated amongst the Poles. [898, 92, 1107, 131]
body-text: The missionary, Henry Martyn, when he stood in the Franciscan church at San Salvador, turned with disgust from the theatrical pomp of rites then new to him, as to old degrees that was crossing her splendid and insincere worship and devotion: and such can be admiration of sincerity even in superstition, that he could not but be loved. [677, 729, 886, 775]
body-text: A letter from Frankfort, 29th ult., states that the Russian Government had ordered a large contingent of troops for the interior of Poland, and several new fortresses are to be erected on the Vistula. [1119, 542, 1329, 573]
article-text: A mild, safe, and most effectual cure of Indigestion, Bilious, Liver, and Stomach Complaints, Sick Headache, Costiveness, etc. Their composition is truly excellent; they are compounded entirely of vegetable products, freed from all irritating and deleterious matter, which render their operation mild and agreeable; they do not require the least confinement or alteration of diet. [14, 355, 223, 408]
body-text: Extraordinary Cure of a Gentleman eighty years of age, of a very Bad Leg. Extract of a Letter, dated Sunderland, 10th January, 1847. To Professor Holloway. Sir,—I beg to inform you that I suffered with a Bad leg for the last ten years, during which time I had eighteen wounds in it, and tried several kinds of ointments and medicines, but without benefit, until I commenced the use of your Ointment and Pills, which have healed all the wounds. [14, 1265, 223, 1326]
